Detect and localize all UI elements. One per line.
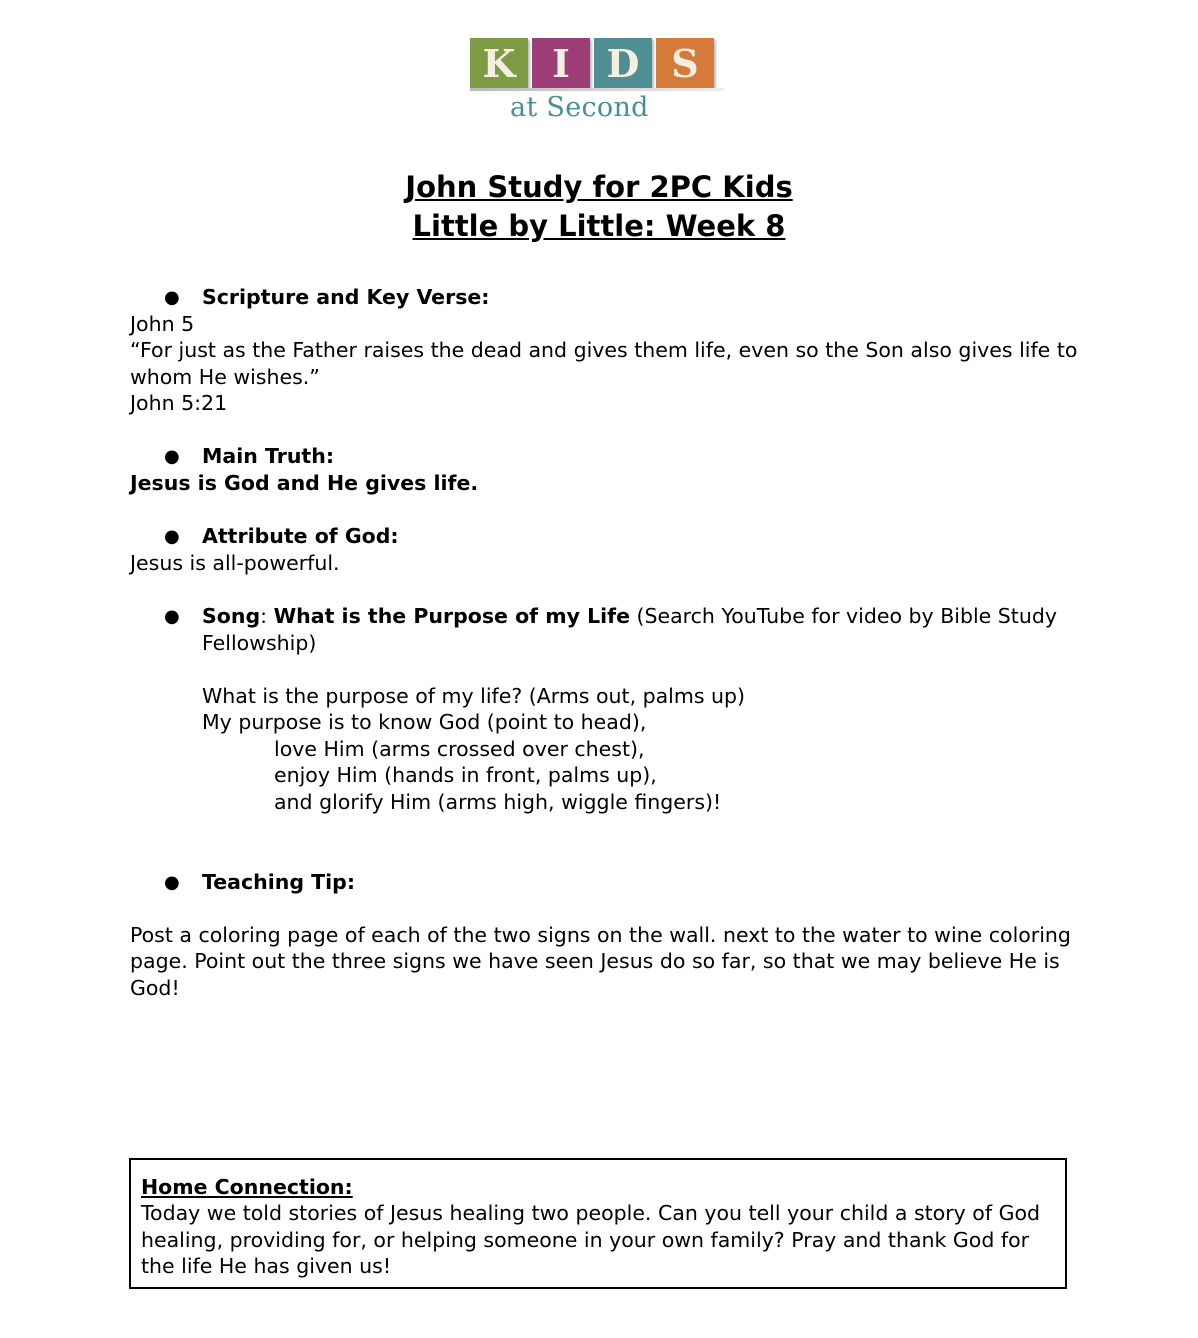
page-title-line2: Little by Little: Week 8 (412, 209, 786, 243)
attribute-text: Jesus is all-powerful. (130, 551, 340, 575)
scripture-heading: Scripture and Key Verse: (202, 285, 490, 309)
page-title-line1: John Study for 2PC Kids (405, 170, 793, 204)
home-connection-heading: Home Connection: (141, 1175, 353, 1199)
main-truth-heading: Main Truth: (202, 444, 335, 468)
home-connection-box (129, 1158, 1067, 1289)
logo-shadow (470, 88, 724, 91)
teaching-tip-heading: Teaching Tip: (202, 870, 356, 894)
song-title: What is the Purpose of my Life (273, 604, 630, 628)
logo-block-k: K (470, 38, 528, 88)
song-lyric-line: enjoy Him (hands in front, palms up), (274, 763, 657, 787)
song-note-line2: Fellowship) (202, 631, 317, 655)
logo-blocks (470, 38, 730, 88)
song-lyric-line: love Him (arms crossed over chest), (274, 737, 645, 761)
song-note: (Search YouTube for video by Bible Study (629, 604, 1057, 628)
teaching-tip-line: God! (130, 976, 180, 1000)
bullet-icon: ● (164, 872, 180, 893)
teaching-tip-line: Post a coloring page of each of the two signs on the wall. next to the water to wine coloring (130, 923, 1071, 947)
teaching-tip-line: page. Point out the three signs we have seen Jesus do so far, so that we may believe He is (130, 949, 1060, 973)
song-lyric-line: What is the purpose of my life? (Arms out, palms up) (202, 684, 746, 708)
scripture-passage: John 5 (130, 312, 195, 336)
song-separator: : (260, 604, 274, 628)
attribute-heading: Attribute of God: (202, 524, 399, 548)
bullet-icon: ● (164, 446, 180, 467)
bullet-icon: ● (164, 526, 180, 547)
key-verse-line2: whom He wishes.” (130, 365, 320, 389)
key-verse-reference: John 5:21 (130, 391, 228, 415)
bullet-icon: ● (164, 606, 180, 627)
logo-block-i: I (532, 38, 590, 88)
song-lyric-line: My purpose is to know God (point to head), (202, 710, 647, 734)
bullet-icon: ● (164, 287, 180, 308)
key-verse-line1: “For just as the Father raises the dead and gives them life, even so the Son also gives life to (130, 338, 1078, 362)
main-truth-text: Jesus is God and He gives life. (130, 471, 479, 495)
home-connection-text: Today we told stories of Jesus healing two people. Can you tell your child a story of God healing, providing for, or helping someone in your own family? Pray and thank God for the life He has given us! (141, 1201, 1041, 1278)
logo-block-d: D (594, 38, 652, 88)
song-label: Song (202, 604, 261, 628)
song-line (202, 603, 1057, 630)
logo-subtitle: at Second (510, 92, 649, 123)
song-lyric-line: and glorify Him (arms high, wiggle fingers)! (274, 790, 722, 814)
logo-block-s: S (656, 38, 714, 88)
kids-at-second-logo (470, 38, 730, 130)
